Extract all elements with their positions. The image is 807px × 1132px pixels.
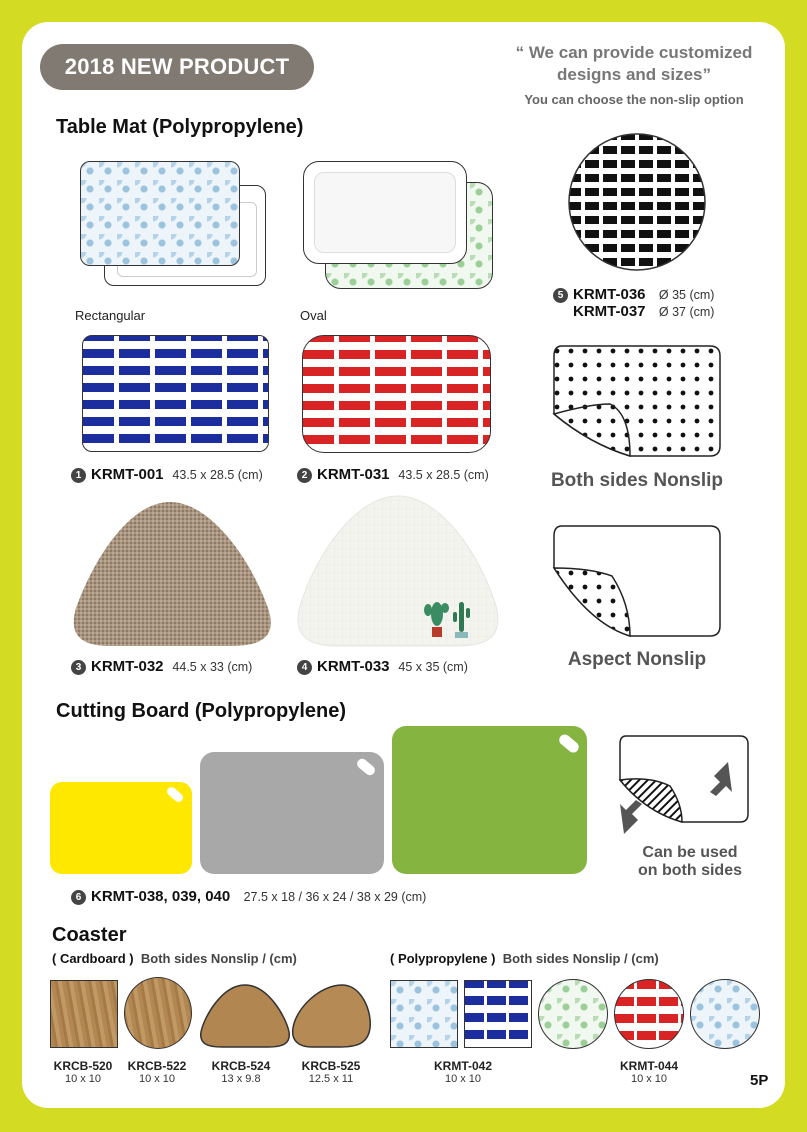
- coaster-round-damask-blue: [690, 979, 760, 1049]
- item-krmt-036: [553, 286, 714, 304]
- item-number: 5: [553, 288, 568, 303]
- item-krmt-031: [297, 466, 489, 484]
- rectangular-label: Rectangular: [75, 308, 146, 323]
- cutting-board-green: [392, 726, 587, 874]
- item-number: 2: [297, 468, 312, 483]
- coaster-size: 12.5 x 11: [308, 1073, 354, 1085]
- item-code: KRMT-032: [91, 658, 164, 675]
- both-sides-nonslip-illustration: [550, 344, 724, 458]
- coaster-square-damask: [390, 980, 458, 1048]
- cardboard-label: ( Cardboard ): [52, 951, 134, 966]
- aspect-nonslip-illustration: [550, 524, 724, 638]
- hang-hole: [557, 732, 581, 755]
- coaster-title: Coaster: [52, 924, 127, 946]
- item-krmt-037: [573, 303, 714, 321]
- both-sides-usable-illustration: [616, 734, 752, 842]
- mat-cactus-triangle: [294, 492, 502, 652]
- coaster-size: 10 x 10: [64, 1073, 102, 1085]
- pp-label: ( Polypropylene ): [390, 951, 496, 966]
- page-number: 5P: [750, 1072, 769, 1089]
- item-size: 44.5 x 33 (cm): [172, 660, 253, 674]
- cutting-board-title: Cutting Board (Polypropylene): [56, 700, 346, 722]
- item-size: Ø 37 (cm): [658, 305, 715, 319]
- coaster-size: 10 x 10: [138, 1073, 176, 1085]
- coaster-label-krcb-524: [206, 1059, 276, 1085]
- coaster-label-krcb-520: [48, 1059, 118, 1085]
- item-code: KRMT-001: [91, 466, 164, 483]
- coaster-code: KRMT-044: [619, 1059, 678, 1073]
- pp-note: Both sides Nonslip / (cm): [502, 951, 659, 966]
- both-sides-usable-caption: [610, 844, 770, 880]
- coaster-round-red-stripes: [614, 979, 684, 1049]
- coaster-square-wood: [50, 980, 118, 1048]
- rect-mat-front: [80, 161, 240, 266]
- mat-linen-triangle: [70, 498, 274, 650]
- item-code: KRMT-033: [317, 658, 390, 675]
- custom-quote: [494, 42, 774, 86]
- cardboard-note: Both sides Nonslip / (cm): [140, 951, 297, 966]
- hang-hole: [165, 785, 185, 803]
- coaster-size: 10 x 10: [630, 1073, 668, 1085]
- item-number: 6: [71, 890, 86, 905]
- coaster-code: KRCB-522: [127, 1059, 187, 1073]
- coaster-code: KRMT-042: [433, 1059, 492, 1073]
- coaster-code: KRCB-525: [301, 1059, 361, 1073]
- coaster-label-krmt-044: [612, 1059, 686, 1085]
- quote-line-2: designs and sizes”: [557, 65, 711, 84]
- item-size: 43.5 x 28.5 (cm): [172, 468, 263, 482]
- quote-line-1: “ We can provide customized: [515, 43, 753, 62]
- mat-blue-stripes: [82, 335, 269, 452]
- item-number: 4: [297, 660, 312, 675]
- item-code: KRMT-038, 039, 040: [91, 888, 231, 905]
- item-krmt-038-040: [71, 888, 426, 906]
- mat-red-stripes: [302, 335, 491, 453]
- new-product-badge: 2018 NEW PRODUCT: [40, 44, 314, 90]
- coaster-label-krmt-042: [426, 1059, 500, 1085]
- coaster-size: 13 x 9.8: [221, 1073, 261, 1085]
- round-mat-black-stripes: [567, 132, 707, 272]
- item-code: KRMT-031: [317, 466, 390, 483]
- table-mat-title: Table Mat (Polypropylene): [56, 116, 304, 138]
- item-code: KRMT-037: [573, 303, 646, 320]
- nonslip-option-note: You can choose the non-slip option: [524, 92, 744, 107]
- item-number: 3: [71, 660, 86, 675]
- coaster-pebble-wood: [290, 982, 374, 1050]
- coaster-cardboard-heading: [52, 951, 297, 966]
- coaster-triangle-wood: [198, 982, 292, 1050]
- coaster-pp-heading: [390, 951, 659, 966]
- coaster-code: KRCB-524: [211, 1059, 271, 1073]
- hang-hole: [355, 757, 377, 778]
- item-code: KRMT-036: [573, 286, 646, 303]
- coaster-label-krcb-522: [122, 1059, 192, 1085]
- item-number: 1: [71, 468, 86, 483]
- item-size: 43.5 x 28.5 (cm): [398, 468, 489, 482]
- catalog-page: [22, 22, 785, 1108]
- item-krmt-032: [71, 658, 252, 676]
- item-size: 27.5 x 18 / 36 x 24 / 38 x 29 (cm): [243, 890, 427, 904]
- cutting-board-gray: [200, 752, 384, 874]
- oval-label: Oval: [300, 308, 327, 323]
- coaster-code: KRCB-520: [53, 1059, 113, 1073]
- coaster-size: 10 x 10: [444, 1073, 482, 1085]
- item-krmt-033: [297, 658, 468, 676]
- item-krmt-001: [71, 466, 263, 484]
- oval-mat-front: [303, 161, 467, 264]
- item-size: Ø 35 (cm): [658, 288, 715, 302]
- caption-line-2: on both sides: [638, 862, 742, 879]
- coaster-round-wood: [124, 977, 192, 1049]
- caption-line-1: Can be used: [642, 844, 738, 861]
- cutting-board-yellow: [50, 782, 192, 874]
- both-sides-nonslip-caption: Both sides Nonslip: [550, 470, 724, 491]
- aspect-nonslip-caption: Aspect Nonslip: [567, 649, 707, 670]
- coaster-round-damask-green: [538, 979, 608, 1049]
- coaster-label-krcb-525: [294, 1059, 368, 1085]
- coaster-square-blue-stripes: [464, 980, 532, 1048]
- item-size: 45 x 35 (cm): [398, 660, 468, 674]
